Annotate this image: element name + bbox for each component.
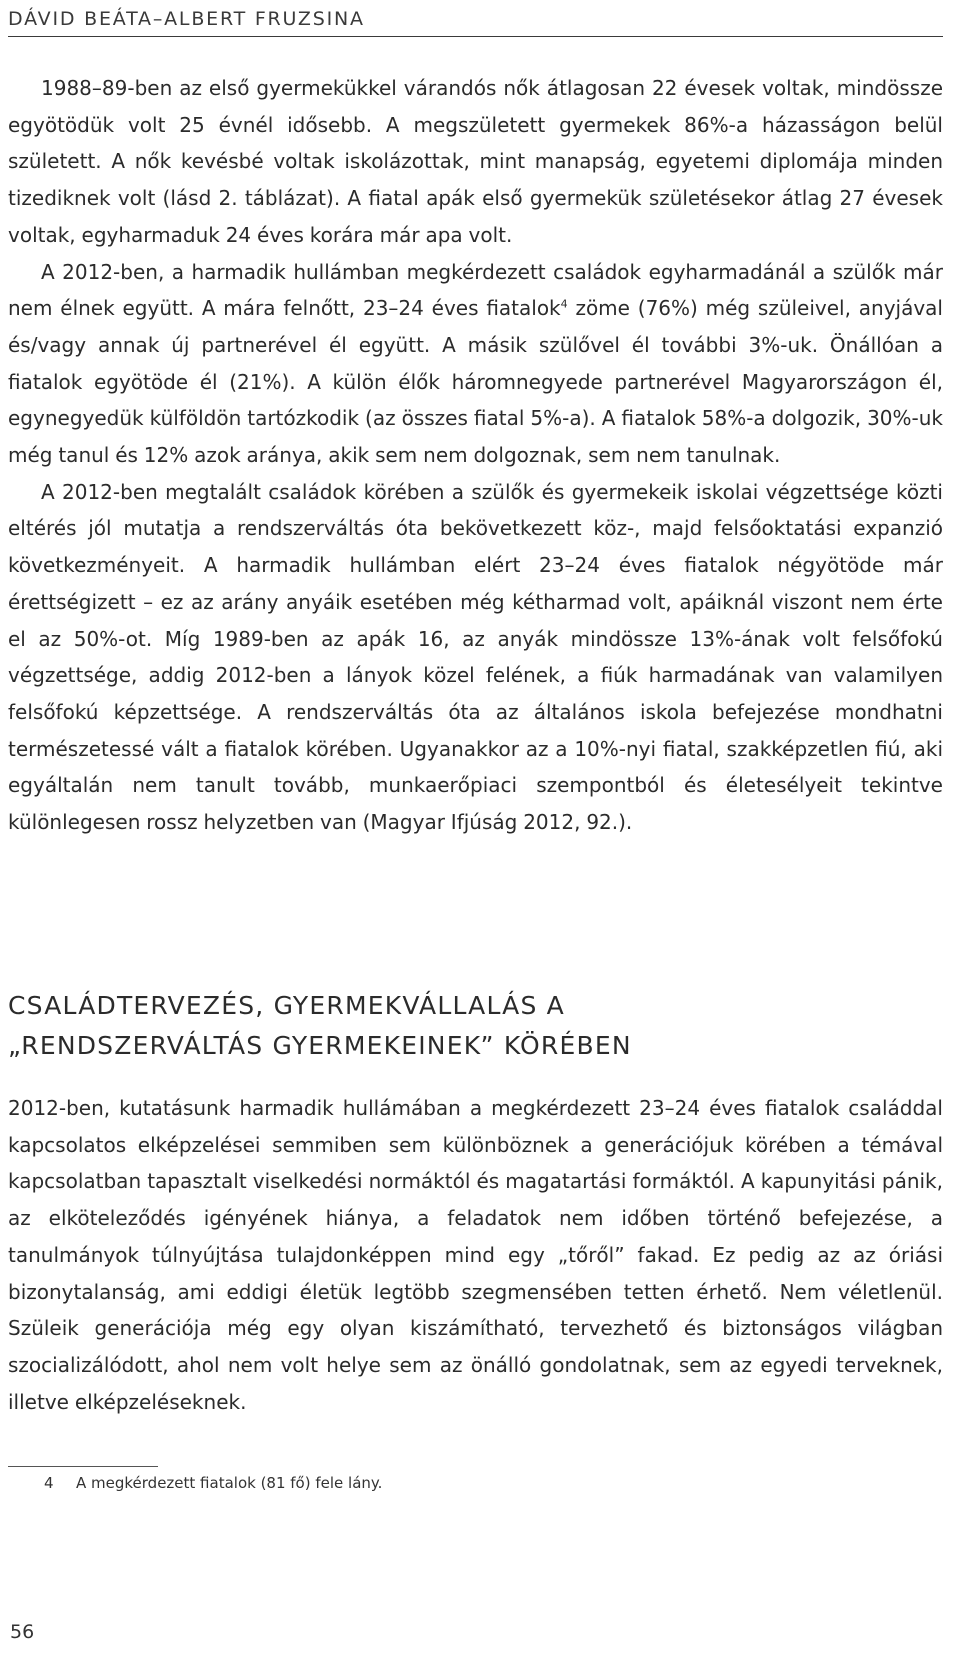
section-heading-line: „RENDSZERVÁLTÁS GYERMEKEINEK” KÖRÉBEN [8,1031,632,1060]
running-header [8,4,943,37]
running-head-authors: DÁVID BEÁTA–ALBERT FRUZSINA [8,8,365,30]
paragraph: 2012-ben, kutatásunk harmadik hullámában a megkérdezett 23–24 éves fiatalok családdal kapcsolatos elképzelései semmiben sem különböznek a generációjuk körében a témával kapcsolatban tapasztalt viselkedési normáktól és magatartási formáktól. A kapunyitási pánik, az elköteleződés igényének hiánya, a feladatok nem időben történő befejezése, a tanulmányok túlnyújtása tulajdonképpen mind egy „tőről” fakad. Ez pedig az az óriási bizonytalanság, ami eddigi életük legtöbb szegmensében tetten érhető. Nem véletlenül. Szüleik generációja még egy olyan kiszámítható, tervezhető és biztonságos világban szocializálódott, ahol nem volt helye sem az önálló gondolatnak, sem az egyedi terveknek, illetve elképzeléseknek. [8,1096,943,1414]
body-section-intro [8,70,943,841]
section-heading [8,986,943,1066]
footnote-text: A megkérdezett fiatalok (81 fő) fele lány. [76,1474,383,1492]
paragraph [8,254,943,474]
footnote [44,1474,382,1492]
paragraph: A 2012-ben megtalált családok körében a szülők és gyermekeik iskolai végzettsége közti eltérés jól mutatja a rendszerváltás óta bekövetkezett köz-, majd felsőoktatási expanzió következményeit. A harmadik hullámban elért 23–24 éves fiatalok négyötöde már érettségizett – ez az arány anyáik esetében még kétharmad volt, apáiknál viszont nem érte el az 50%-ot. Míg 1989-ben az apák 16, az anyák mindössze 13%-ának volt felsőfokú végzettsége, addig 2012-ben a lányok közel felének, a fiúk harmadának van valamilyen felsőfokú képzettsége. A rendszerváltás óta az általános iskola befejezése mondhatni természetessé vált a fiatalok körében. Ugyanakkor az a 10%-nyi fiatal, szakképzetlen fiú, aki egyáltalán nem tanult tovább, munkaerőpiaci szempontból és életesélyeit tekintve különlegesen rossz helyzetben van (Magyar Ifjúság 2012, 92.). [8,479,943,835]
footnote-divider [8,1466,158,1467]
page-number: 56 [10,1621,35,1643]
section-heading-line: CSALÁDTERVEZÉS, GYERMEKVÁLLALÁS A [8,991,565,1020]
paragraph-text: zöme (76%) még szüleivel, anyjával és/vagy annak új partnerével él együtt. A másik szülővel él további 3%-uk. Önállóan a fiatalok egyötöde él (21%). A külön élők háromnegyede partnerével Magyarországon él, egynegyedük külföldön tartózkodik (az összes fiatal 5%-a). A fiatalok 58%-a dolgozik, 30%-uk még tanul és 12% azok aránya, akik sem nem dolgoznak, sem nem tanulnak. [8,296,943,468]
paragraph: 1988–89-ben az első gyermekükkel várandós nők átlagosan 22 évesek voltak, mindössze egyötödük volt 25 évnél idősebb. A megszületett gyermekek 86%-a házasságon belül született. A nők kevésbé voltak iskolázottak, mint manapság, egyetemi diplomája minden tizediknek volt (lásd 2. táblázat). A fiatal apák első gyermekük születésekor átlag 27 évesek voltak, egyharmaduk 24 éves korára már apa volt. [8,76,943,247]
paragraph-text: A 2012-ben, a harmadik hullámban megkérdezett családok egyharmadánál a szülők már nem élnek együtt. A mára felnőtt, 23–24 éves fiatalok [8,259,943,321]
footnote-reference[interactable]: 4 [560,297,568,311]
footnote-number: 4 [44,1474,54,1492]
body-section-family-planning [8,1090,943,1420]
